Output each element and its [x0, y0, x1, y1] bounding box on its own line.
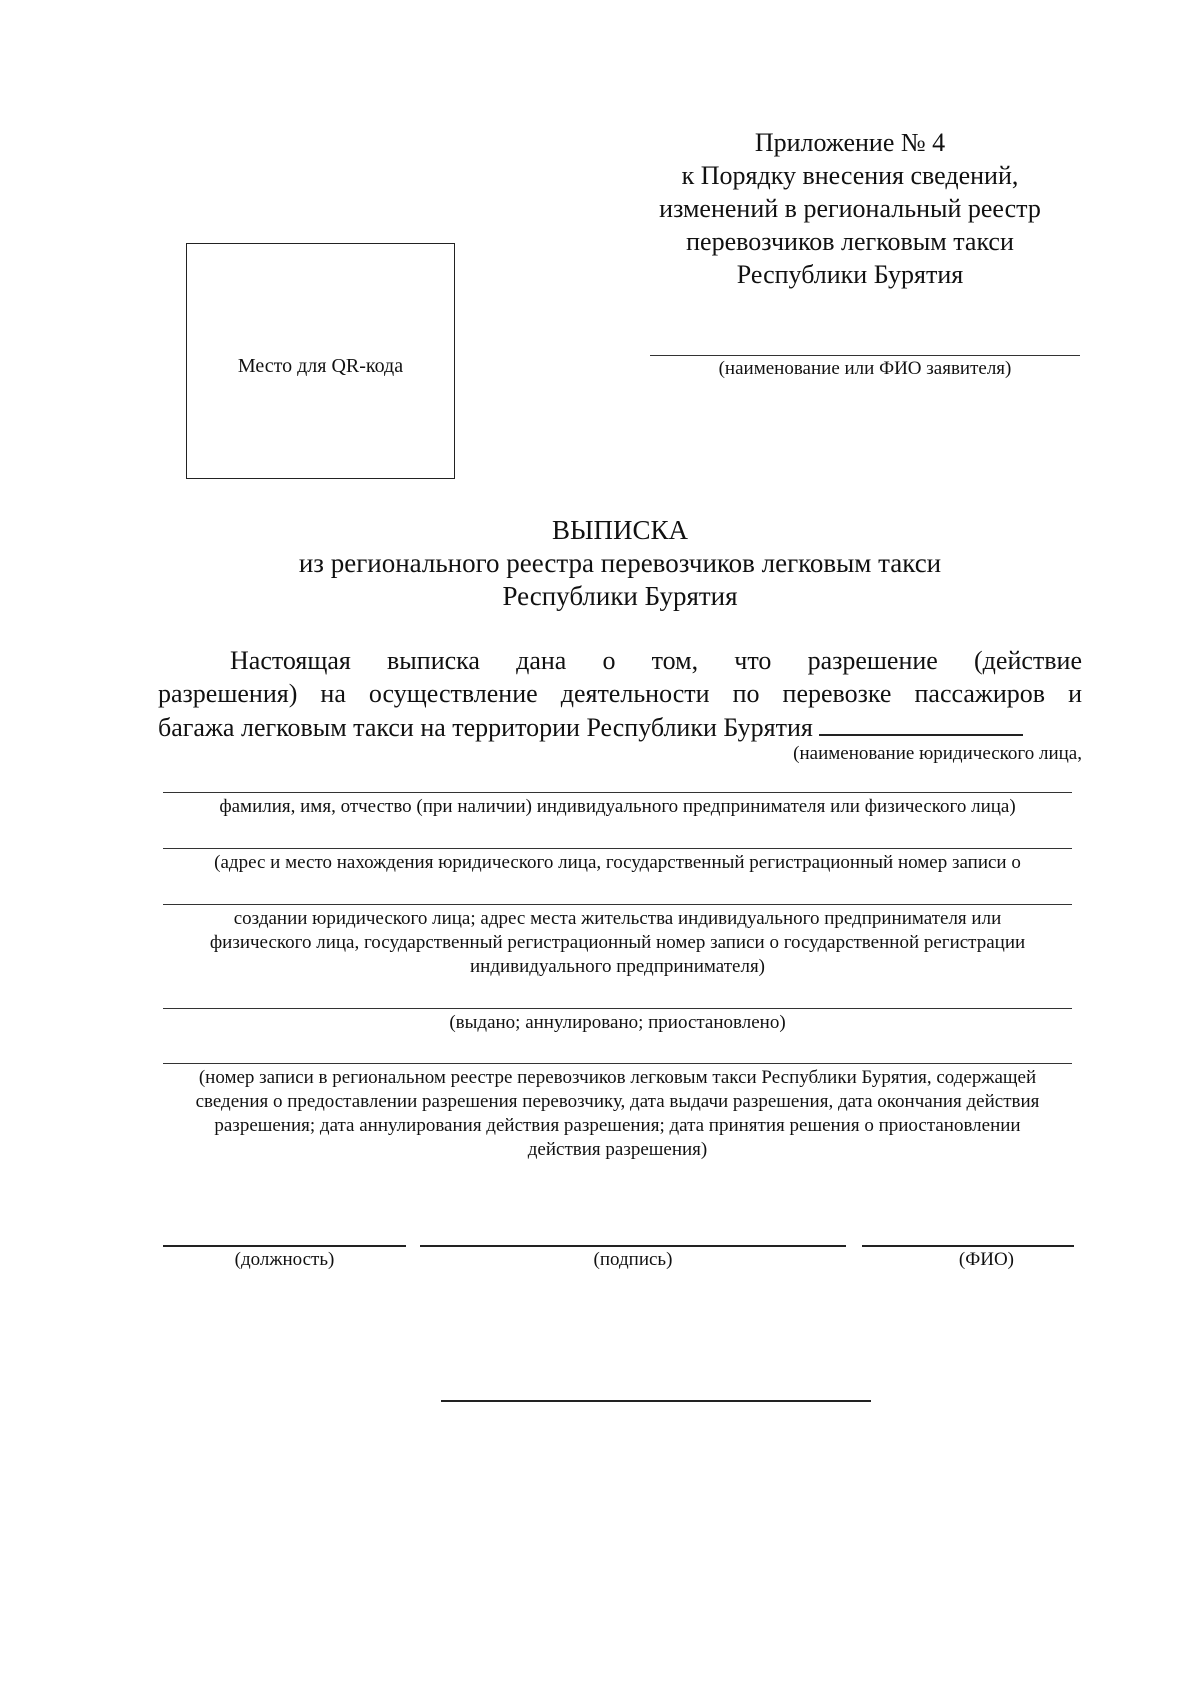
appendix-line-3: изменений в региональный реестр	[659, 194, 1041, 223]
entity-name-field-line[interactable]	[163, 792, 1072, 793]
appendix-line-2: к Порядку внесения сведений,	[681, 161, 1019, 190]
record-caption-line-3: разрешения; дата аннулирования действия разрешения; дата принятия решения о приостановлении	[214, 1115, 1021, 1136]
body-line-2: разрешения) на осуществление деятельности по перевозке пассажиров и	[158, 679, 1082, 708]
address-caption-2-line-2: физического лица, государственный регистрационный номер записи о государственной регистрации	[209, 932, 1026, 953]
address-caption-2-line-3: индивидуального предпринимателя)	[469, 956, 766, 977]
position-caption: (должность)	[234, 1249, 335, 1270]
body-paragraph	[158, 644, 1082, 744]
address-caption-2	[163, 907, 1072, 979]
signature-caption: (подпись)	[593, 1249, 673, 1270]
applicant-caption: (наименование или ФИО заявителя)	[718, 358, 1012, 379]
address-caption-2-line-1: создании юридического лица; адрес места жительства индивидуального предпринимателя или	[233, 908, 1002, 929]
title-region: Республики Бурятия	[502, 581, 738, 611]
address-caption-1: (адрес и место нахождения юридического лица, государственный регистрационный номер записи о	[214, 852, 1021, 873]
entity-name-caption-end: фамилия, имя, отчество (при наличии) индивидуального предпринимателя или физического лица)	[219, 796, 1016, 817]
document-title	[150, 514, 1090, 613]
record-field-line[interactable]	[163, 1063, 1072, 1064]
record-caption-line-2: сведения о предоставлении разрешения перевозчику, дата выдачи разрешения, дата окончания действия	[195, 1091, 1040, 1112]
signature-field-line[interactable]	[420, 1245, 846, 1247]
record-caption-line-4: действия разрешения)	[527, 1139, 708, 1160]
qr-code-label: Место для QR-кода	[237, 355, 404, 377]
record-caption-line-1: (номер записи в региональном реестре перевозчиков легковым такси Республики Бурятия, содержащей	[198, 1067, 1037, 1088]
body-line-3	[158, 710, 1082, 744]
status-field-line[interactable]	[163, 1008, 1072, 1009]
appendix-line-1: Приложение № 4	[754, 128, 946, 157]
entity-name-inline-field[interactable]	[819, 710, 1023, 736]
appendix-line-4: перевозчиков легковым такси	[686, 227, 1014, 256]
address-field-line-1[interactable]	[163, 848, 1072, 849]
title-heading: ВЫПИСКА	[551, 515, 689, 545]
entity-name-caption-start: (наименование юридического лица,	[793, 743, 1082, 764]
title-subtitle: из регионального реестра перевозчиков легковым такси	[298, 548, 942, 578]
address-field-line-2[interactable]	[163, 904, 1072, 905]
appendix-line-5: Республики Бурятия	[736, 260, 964, 289]
name-caption: (ФИО)	[958, 1249, 1014, 1270]
position-field-line[interactable]	[163, 1245, 406, 1247]
bottom-field-line[interactable]	[441, 1400, 871, 1402]
body-line-3-text: багажа легковым такси на территории Республики Бурятия	[158, 713, 813, 742]
body-line-1: Настоящая выписка дана о том, что разрешение (действие	[230, 646, 1082, 675]
qr-code-placeholder	[186, 243, 455, 479]
record-caption	[163, 1066, 1072, 1162]
appendix-header	[620, 126, 1080, 291]
status-caption: (выдано; аннулировано; приостановлено)	[449, 1012, 786, 1033]
name-field-line[interactable]	[862, 1245, 1074, 1247]
applicant-field-line[interactable]	[650, 355, 1080, 356]
